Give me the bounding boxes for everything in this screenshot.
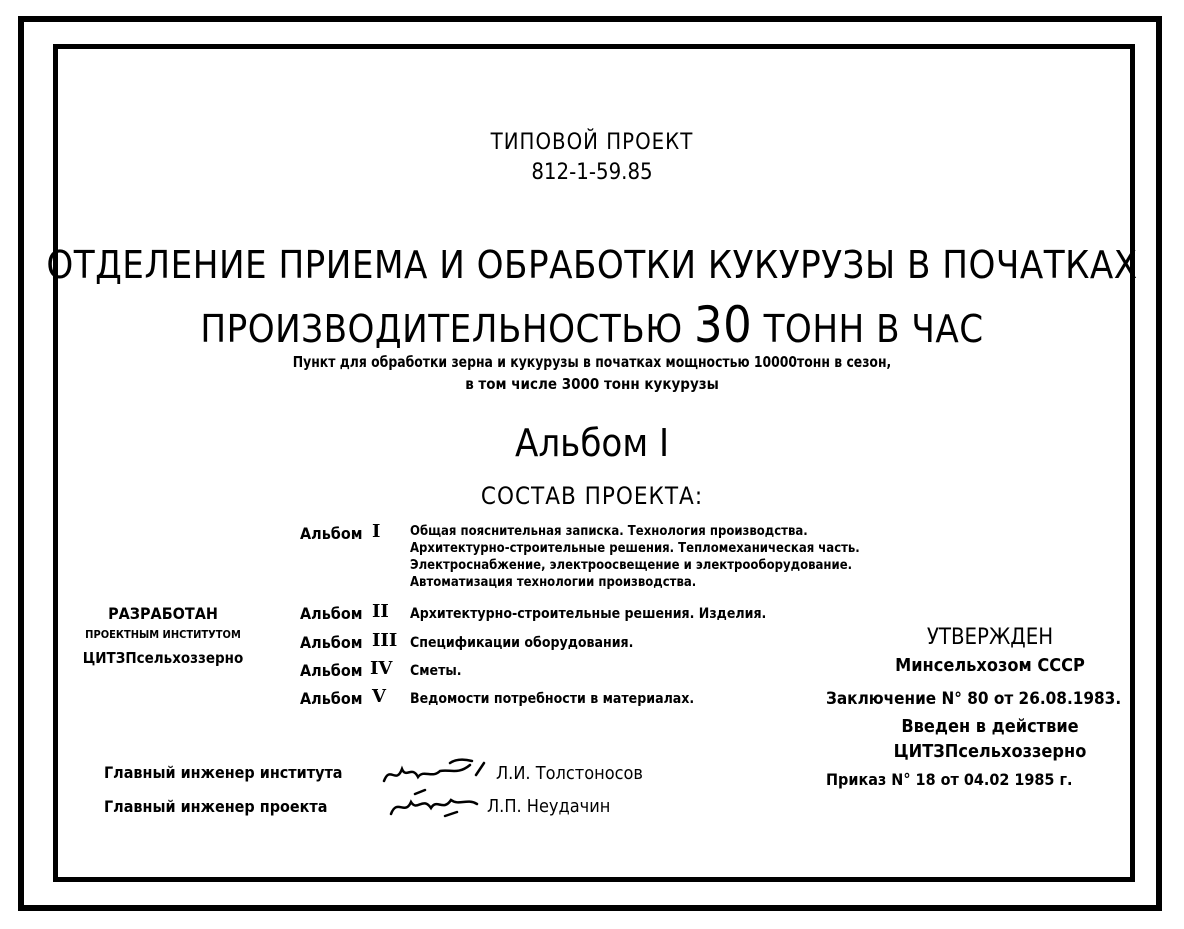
album-3-roman: III (372, 630, 398, 651)
title-line-2-number: 30 (693, 296, 753, 354)
enacted-org: ЦИТЗПсельхоззерно (893, 741, 1087, 762)
album-5-desc: Ведомости потребности в материалах. (410, 691, 695, 707)
project-code: 812-1-59.85 (531, 160, 653, 185)
developer-line-2: ПРОЕКТНЫМ ИНСТИТУТОМ (85, 628, 241, 641)
album-2-roman: II (372, 601, 389, 622)
project-type: ТИПОВОЙ ПРОЕКТ (490, 130, 694, 155)
album-5-roman: V (372, 686, 386, 707)
approved-ministry: Минсельхозом СССР (895, 655, 1085, 676)
album-1-desc-2: Архитектурно-строительные решения. Тепломеханическая часть. (410, 541, 860, 556)
composition-title: СОСТАВ ПРОЕКТА: (480, 482, 704, 510)
title-line-1: ОТДЕЛЕНИЕ ПРИЕМА И ОБРАБОТКИ КУКУРУЗЫ В ПОЧАТКАХ (46, 243, 1138, 287)
album-title: Альбом I (514, 421, 670, 465)
signature-scribble-2 (385, 786, 485, 822)
approved-label: УТВЕРЖДЕН (926, 625, 1054, 650)
album-4-desc: Сметы. (410, 663, 462, 679)
subtitle-line-1: Пункт для обработки зерна и кукурузы в початках мощностью 10000тонн в сезон, (292, 353, 892, 371)
album-5-label: Альбом (300, 689, 363, 708)
approval-conclusion: Заключение N° 80 от 26.08.1983. (826, 689, 1122, 709)
album-1-desc-3: Электроснабжение, электроосвещение и электрооборудование. (410, 558, 853, 573)
album-1-roman: I (372, 521, 381, 542)
album-1-label: Альбом (300, 524, 363, 543)
developer-line-1: РАЗРАБОТАН (108, 604, 218, 623)
album-4-label: Альбом (300, 661, 363, 680)
album-3-desc: Спецификации оборудования. (410, 635, 634, 651)
album-2-desc: Архитектурно-строительные решения. Изделия. (410, 606, 767, 622)
signature-role-1: Главный инженер института (104, 763, 343, 782)
signature-name-2: Л.П. Неудачин (487, 796, 611, 817)
album-1-desc-4: Автоматизация технологии производства. (410, 575, 697, 590)
developer-line-3: ЦИТЗПсельхоззерно (82, 649, 244, 667)
approval-order: Приказ N° 18 от 04.02 1985 г. (826, 770, 1073, 789)
album-1-desc-1: Общая пояснительная записка. Технология производства. (410, 524, 808, 539)
signature-role-2: Главный инженер проекта (104, 797, 328, 816)
subtitle-line-2: в том числе 3000 тонн кукурузы (465, 375, 719, 393)
title-line-2-suffix: ТОНН В ЧАС (763, 307, 984, 351)
title-line-2-prefix: ПРОИЗВОДИТЕЛЬНОСТЬЮ (200, 307, 683, 351)
album-4-roman: IV (370, 658, 393, 679)
signature-name-1: Л.И. Толстоносов (496, 763, 643, 784)
album-2-label: Альбом (300, 604, 363, 623)
title-line-2 (0, 296, 1184, 354)
enacted-label: Введен в действие (901, 716, 1079, 737)
album-3-label: Альбом (300, 633, 363, 652)
